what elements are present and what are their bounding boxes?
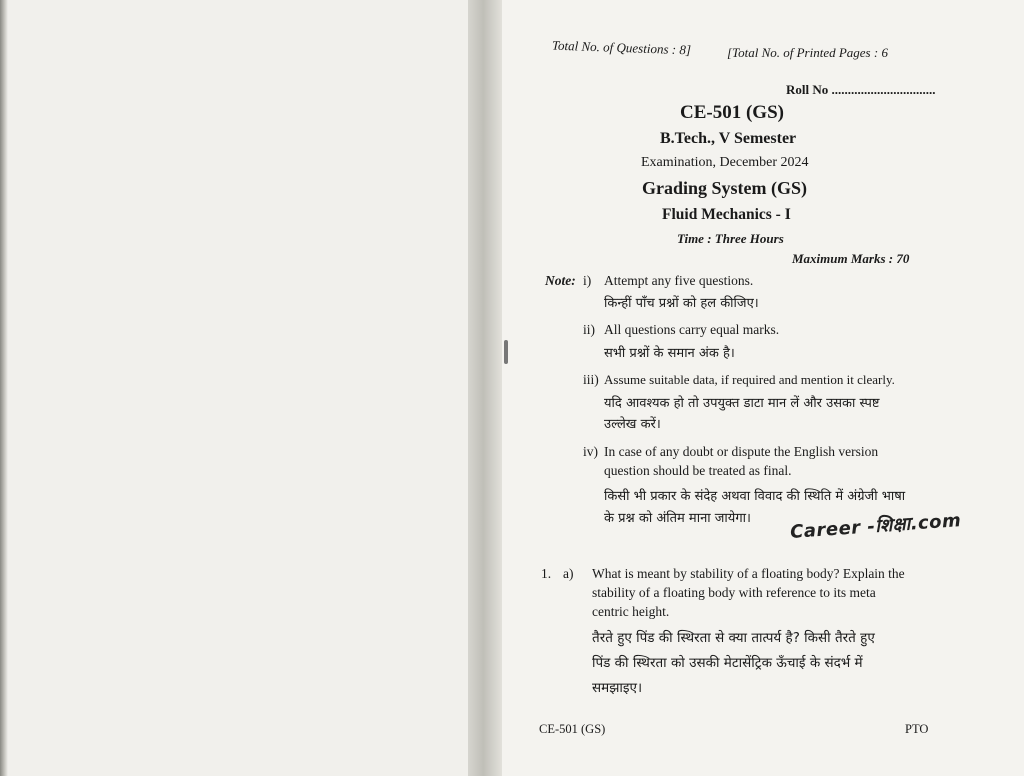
question-1a-en-3: centric height. xyxy=(592,604,670,619)
note-2-en: All questions carry equal marks. xyxy=(604,322,780,337)
note-4-hi-1: किसी भी प्रकार के संदेह अथवा विवाद की स्थिति में अंग्रेजी भाषा xyxy=(604,489,906,504)
note-label: Note: xyxy=(545,273,576,288)
book-gutter xyxy=(468,0,502,776)
note-2-hi: सभी प्रश्नों के समान अंक है। xyxy=(604,346,735,361)
grading-system: Grading System (GS) xyxy=(642,178,808,198)
footer-pto: PTO xyxy=(905,722,929,736)
note-4-hi-2: के प्रश्न को अंतिम माना जायेगा। xyxy=(604,511,751,526)
note-4-num: iv) xyxy=(583,444,598,459)
program: B.Tech., V Semester xyxy=(660,130,797,147)
note-2-num: ii) xyxy=(583,322,595,337)
question-number: 1. xyxy=(541,566,552,581)
question-1a-en-1: What is meant by stability of a floating body? Explain the xyxy=(592,566,905,581)
question-1a-en-2: stability of a floating body with reference to its meta xyxy=(592,585,876,600)
note-3-num: iii) xyxy=(583,372,599,387)
left-blank-page xyxy=(0,0,468,776)
footer-code: CE-501 (GS) xyxy=(539,722,606,736)
time: Time : Three Hours xyxy=(677,231,784,246)
note-1-en: Attempt any five questions. xyxy=(604,273,754,288)
note-4-en-1: In case of any doubt or dispute the English version xyxy=(604,444,879,459)
question-1a-hi-2: पिंड की स्थिरता को उसकी मेटासेंट्रिक ऊँचाई के संदर्भ में xyxy=(592,655,863,671)
paper-code: CE-501 (GS) xyxy=(680,102,784,123)
total-pages: [Total No. of Printed Pages : 6 xyxy=(727,45,888,60)
question-1a-hi-1: तैरते हुए पिंड की स्थिरता से क्या तात्पर्य है? किसी तैरते हुए xyxy=(592,630,875,646)
roll-no: Roll No ................................ xyxy=(786,82,936,97)
max-marks: Maximum Marks : 70 xyxy=(792,251,910,266)
note-4-en-2: question should be treated as final. xyxy=(604,463,792,478)
note-3-en: Assume suitable data, if required and mention it clearly. xyxy=(604,372,895,387)
subject: Fluid Mechanics - I xyxy=(662,206,791,223)
exam-session: Examination, December 2024 xyxy=(641,155,809,170)
note-3-hi-2: उल्लेख करें। xyxy=(604,417,661,432)
question-1a-hi-3: समझाइए। xyxy=(592,680,643,696)
left-page-edge xyxy=(0,0,8,776)
total-questions: Total No. of Questions : 8] xyxy=(551,37,692,58)
note-1-num: i) xyxy=(583,273,592,288)
question-part: a) xyxy=(563,566,574,581)
note-3-hi-1: यदि आवश्यक हो तो उपयुक्त डाटा मान लें और उसका स्पष्ट xyxy=(604,396,880,411)
note-1-hi: किन्हीं पाँच प्रश्नों को हल कीजिए। xyxy=(604,296,759,311)
watermark: Career -शिक्षा.com xyxy=(789,510,962,543)
binding-staple xyxy=(504,340,508,364)
